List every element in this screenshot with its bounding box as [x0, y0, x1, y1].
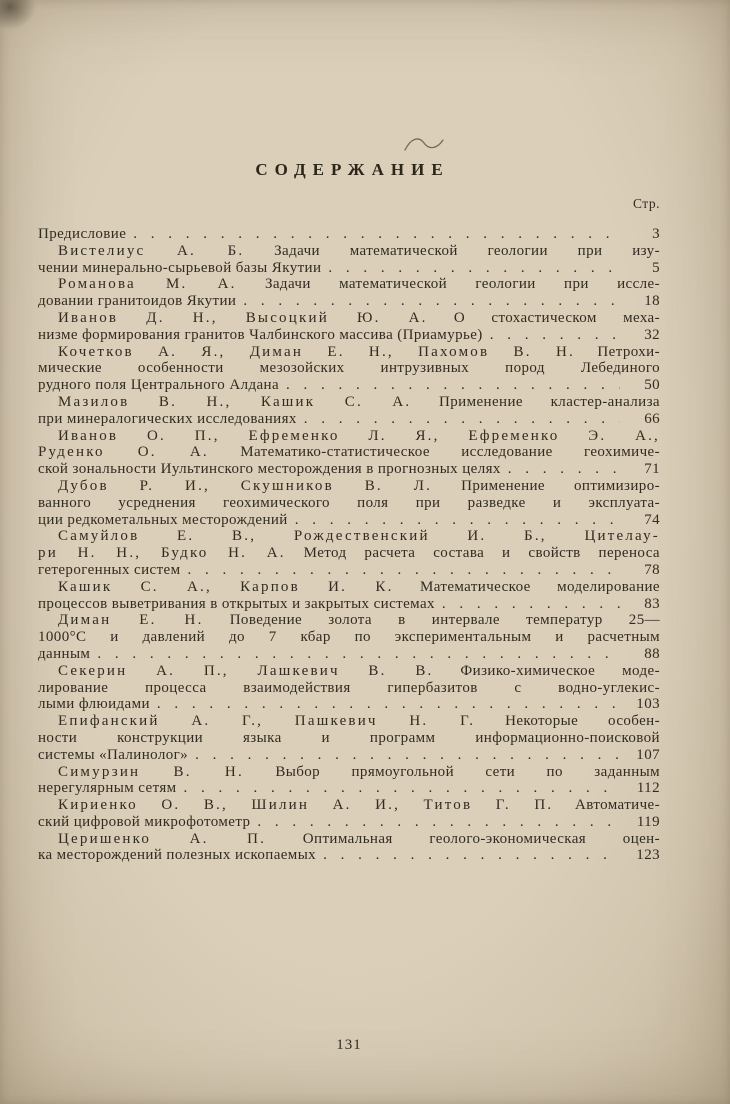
entry-authors: Секерин А. П., Лашкевич В. В.	[58, 662, 434, 679]
dot-leader	[187, 562, 620, 579]
entry-title-text: ский цифровой микрофотометр	[38, 813, 251, 830]
toc-entry-line	[38, 713, 660, 730]
entry-title-text: Математико-статистическое исследование геохимиче-	[208, 444, 660, 461]
toc-entry	[38, 344, 660, 394]
dot-leader	[184, 780, 620, 797]
entry-page-number: 74	[644, 511, 660, 528]
toc-entry	[38, 612, 660, 662]
entry-title-text: данным	[38, 645, 91, 662]
entry-title-text: чении минерально-сырьевой базы Якутии	[38, 259, 322, 276]
toc-entry-line	[38, 747, 660, 764]
entry-authors: Мазилов В. Н., Кашик С. А.	[58, 393, 412, 410]
toc-entry-line	[38, 562, 660, 579]
entry-authors: Кочетков А. Я., Диман Е. Н., Пахомов В. Н.	[58, 343, 575, 360]
entry-page-number: 119	[636, 813, 660, 830]
entry-authors: Симурзин В. Н.	[58, 763, 244, 780]
toc-entry	[38, 310, 660, 344]
toc-entry-line	[38, 444, 660, 461]
toc-entry	[38, 226, 660, 243]
entry-title-text: ности конструкции языка и программ информационно-поисковой	[38, 729, 660, 746]
entry-line-text	[58, 797, 660, 813]
entry-title-text: Автоматиче-	[553, 797, 660, 814]
entry-line-text	[38, 814, 250, 831]
entry-line-text	[38, 377, 279, 394]
toc-entry-line	[38, 310, 660, 327]
entry-line-text	[58, 528, 660, 544]
entry-line-text	[38, 730, 660, 746]
entry-line-text	[38, 461, 501, 478]
toc-entry-line	[38, 377, 660, 394]
toc-entry-line	[38, 293, 660, 310]
dot-leader	[243, 293, 620, 310]
toc-entry	[38, 663, 660, 713]
entry-title-text: Физико-химическое моде-	[433, 662, 660, 679]
entry-title-text: гетерогенных систем	[38, 561, 181, 578]
toc-entry	[38, 579, 660, 613]
dot-leader	[157, 696, 620, 713]
toc-entry	[38, 764, 660, 798]
toc-entry	[38, 713, 660, 763]
entry-authors: Кириенко О. В., Шилин А. И., Титов Г. П.	[58, 797, 554, 814]
toc-entry-line	[38, 780, 660, 797]
entry-line-text	[38, 411, 297, 428]
entry-line-text	[38, 780, 177, 797]
entry-line-text	[58, 243, 660, 259]
entry-line-text	[58, 428, 660, 444]
entry-title-text: процессов выветривания в открытых и закрытых системах	[38, 595, 435, 612]
entry-title-text: Выбор прямоугольной сети по заданным	[243, 763, 661, 780]
entry-title-text: системы «Палинолог»	[38, 746, 189, 763]
toc-entry-line	[38, 579, 660, 596]
entry-page-number: 78	[644, 561, 660, 578]
entry-line-text	[58, 831, 660, 847]
entry-page-number: 83	[644, 595, 660, 612]
entry-line-text	[38, 545, 660, 561]
toc-entry-line	[38, 596, 660, 613]
entry-line-text	[58, 310, 660, 326]
entry-authors: Романова М. А.	[58, 276, 237, 293]
toc-entry-line	[38, 797, 660, 814]
toc-entry	[38, 394, 660, 428]
entry-title-text: Поведение золота в интервале температур 25—	[203, 612, 660, 629]
entry-page-number: 5	[652, 259, 660, 276]
entry-line-text	[38, 327, 483, 344]
toc-entry	[38, 478, 660, 528]
entry-line-text	[38, 260, 321, 277]
dot-leader	[323, 847, 620, 864]
toc-entry-line	[38, 344, 660, 361]
entry-title-text: Задачи математической геологии при изу-	[244, 242, 660, 259]
entry-line-text	[58, 713, 660, 729]
toc-entry-line	[38, 696, 660, 713]
dot-leader	[286, 377, 620, 394]
dot-leader	[508, 461, 620, 478]
entry-line-text	[58, 394, 660, 410]
toc-entry-line	[38, 764, 660, 781]
entry-title-text: Применение оптимизиро-	[432, 477, 660, 494]
entry-line-text	[58, 276, 660, 292]
entry-line-text	[38, 747, 188, 764]
toc-entry-line	[38, 478, 660, 495]
dot-leader	[304, 411, 620, 428]
entry-title-text: Петрохи-	[574, 343, 660, 360]
entry-page-number: 107	[636, 746, 660, 763]
toc-entry-line	[38, 528, 660, 545]
page-column-header: Стр.	[632, 196, 660, 211]
entry-title-text: ской зональности Иультинского месторождения в прогнозных целях	[38, 461, 501, 478]
entry-authors: Дубов Р. И., Скушников В. Л.	[58, 477, 433, 494]
entry-line-text	[38, 512, 288, 529]
entry-authors: Самуйлов Е. В., Рождественский И. Б., Цителау-	[58, 528, 660, 545]
entry-title-text: довании гранитоидов Якутии	[38, 293, 237, 310]
toc-entry-line	[38, 663, 660, 680]
entry-line-text	[58, 344, 660, 360]
entry-title-text: Предисловие	[38, 226, 127, 242]
entry-line-text	[58, 478, 660, 494]
entry-line-text	[58, 764, 660, 780]
entry-line-text	[38, 696, 150, 713]
toc-entry-line	[38, 411, 660, 428]
entry-authors: Вистелиус А. Б.	[58, 242, 245, 259]
entry-line-text	[58, 612, 660, 628]
toc-entry-line	[38, 461, 660, 478]
toc-entry	[38, 528, 660, 578]
entry-page-number: 32	[644, 326, 660, 343]
dot-leader	[442, 596, 620, 613]
dot-leader	[97, 646, 620, 663]
toc-entry-line	[38, 394, 660, 411]
scan-corner-smudge	[0, 0, 36, 30]
entry-title-text: Некоторые особен-	[475, 713, 660, 730]
entry-page-number: 66	[644, 410, 660, 427]
toc-entry-line	[38, 814, 660, 831]
entry-title-text: Задачи математической геологии при иссле-	[236, 276, 660, 293]
entry-title-text: мические особенности мезозойских интрузивных пород Лебединого	[38, 360, 660, 377]
dot-leader	[328, 260, 620, 277]
toc-entry	[38, 831, 660, 865]
entry-line-text	[38, 226, 126, 243]
entry-title-text: Оптимальная геолого-экономическая оцен-	[266, 830, 660, 847]
toc-entry-line	[38, 495, 660, 512]
toc-entry-line	[38, 360, 660, 377]
entry-line-text	[38, 646, 90, 663]
entry-line-text	[58, 663, 660, 679]
dot-leader	[490, 327, 620, 344]
entry-title-text: 1000°С и давлений до 7 кбар по экспериментальным и расчетным	[38, 629, 660, 646]
pen-squiggle-artifact	[402, 134, 446, 156]
entry-title-text: лирование процесса взаимодействия гипербазитов с водно-углекис-	[38, 679, 660, 696]
entry-line-text	[38, 680, 660, 696]
toc-entry-line	[38, 847, 660, 864]
entry-authors: Диман Е. Н.	[58, 612, 204, 629]
entry-authors: Церишенко А. П.	[58, 830, 267, 847]
toc-title: СОДЕРЖАНИЕ	[255, 160, 450, 179]
page-content	[38, 160, 660, 864]
entry-authors: ри Н. Н., Будко Н. А.	[38, 545, 286, 562]
toc-entry-line	[38, 226, 660, 243]
entry-title-text: лыми флюидами	[38, 696, 150, 713]
toc-entry	[38, 276, 660, 310]
entry-title-text: ка месторождений полезных ископаемых	[38, 847, 317, 864]
entry-title-text: при минералогических исследованиях	[38, 410, 297, 427]
entry-title-text: Математическое моделирование	[393, 578, 660, 595]
toc-entry-line	[38, 327, 660, 344]
entry-title-text: ванного усреднения геохимического поля при разведке и эксплуата-	[38, 494, 660, 511]
toc-entry-line	[38, 629, 660, 646]
toc-entry-line	[38, 512, 660, 529]
entry-title-text: Метод расчета состава и свойств переноса	[285, 545, 660, 562]
entry-line-text	[38, 562, 180, 579]
entry-title-text: рудного поля Центрального Алдана	[38, 377, 280, 394]
entry-page-number: 88	[644, 645, 660, 662]
toc-entry	[38, 428, 660, 478]
entry-page-number: 71	[644, 461, 660, 478]
dot-leader	[195, 747, 620, 764]
entry-authors: Иванов Д. Н., Высоцкий Ю. А.	[58, 309, 428, 326]
entry-title-text: ции редкометальных месторождений	[38, 511, 288, 528]
entry-line-text	[38, 629, 660, 645]
dot-leader	[257, 814, 620, 831]
toc-entry	[38, 243, 660, 277]
toc-entry-line	[38, 680, 660, 697]
entry-page-number: 103	[636, 696, 660, 713]
entry-line-text	[38, 596, 435, 613]
entry-page-number: 50	[644, 377, 660, 394]
entry-page-number: 112	[636, 780, 660, 797]
entry-authors: Руденко О. А.	[38, 444, 209, 461]
entry-authors: Епифанский А. Г., Пашкевич Н. Г.	[58, 713, 476, 730]
toc-entry-line	[38, 260, 660, 277]
entry-title-text: Применение кластер-анализа	[411, 393, 660, 410]
entry-page-number: 18	[644, 293, 660, 310]
toc-entry-line	[38, 831, 660, 848]
entry-title-text: О стохастическом меха-	[427, 309, 660, 326]
page-number: 131	[336, 1037, 362, 1053]
dot-leader	[295, 512, 620, 529]
toc-entry-line	[38, 646, 660, 663]
toc-entry-line	[38, 545, 660, 562]
entry-line-text	[38, 847, 316, 864]
entry-title-text: нерегулярным сетям	[38, 780, 177, 797]
toc-entry-line	[38, 276, 660, 293]
entry-line-text	[38, 444, 660, 460]
entry-authors: Иванов О. П., Ефременко Л. Я., Ефременко Э. А.,	[58, 427, 660, 444]
entry-line-text	[38, 293, 236, 310]
toc-list	[38, 226, 660, 864]
entry-line-text	[38, 495, 660, 511]
entry-line-text	[58, 579, 660, 595]
entry-page-number: 123	[636, 847, 660, 864]
toc-entry-line	[38, 612, 660, 629]
entry-title-text: низме формирования гранитов Чалбинского массива (Приамурье)	[38, 326, 483, 343]
toc-entry	[38, 797, 660, 831]
entry-authors: Кашик С. А., Карпов И. К.	[58, 578, 394, 595]
toc-entry-line	[38, 730, 660, 747]
toc-entry-line	[38, 428, 660, 445]
dot-leader	[133, 226, 620, 243]
toc-entry-line	[38, 243, 660, 260]
entry-page-number: 3	[652, 226, 660, 242]
entry-line-text	[38, 360, 660, 376]
